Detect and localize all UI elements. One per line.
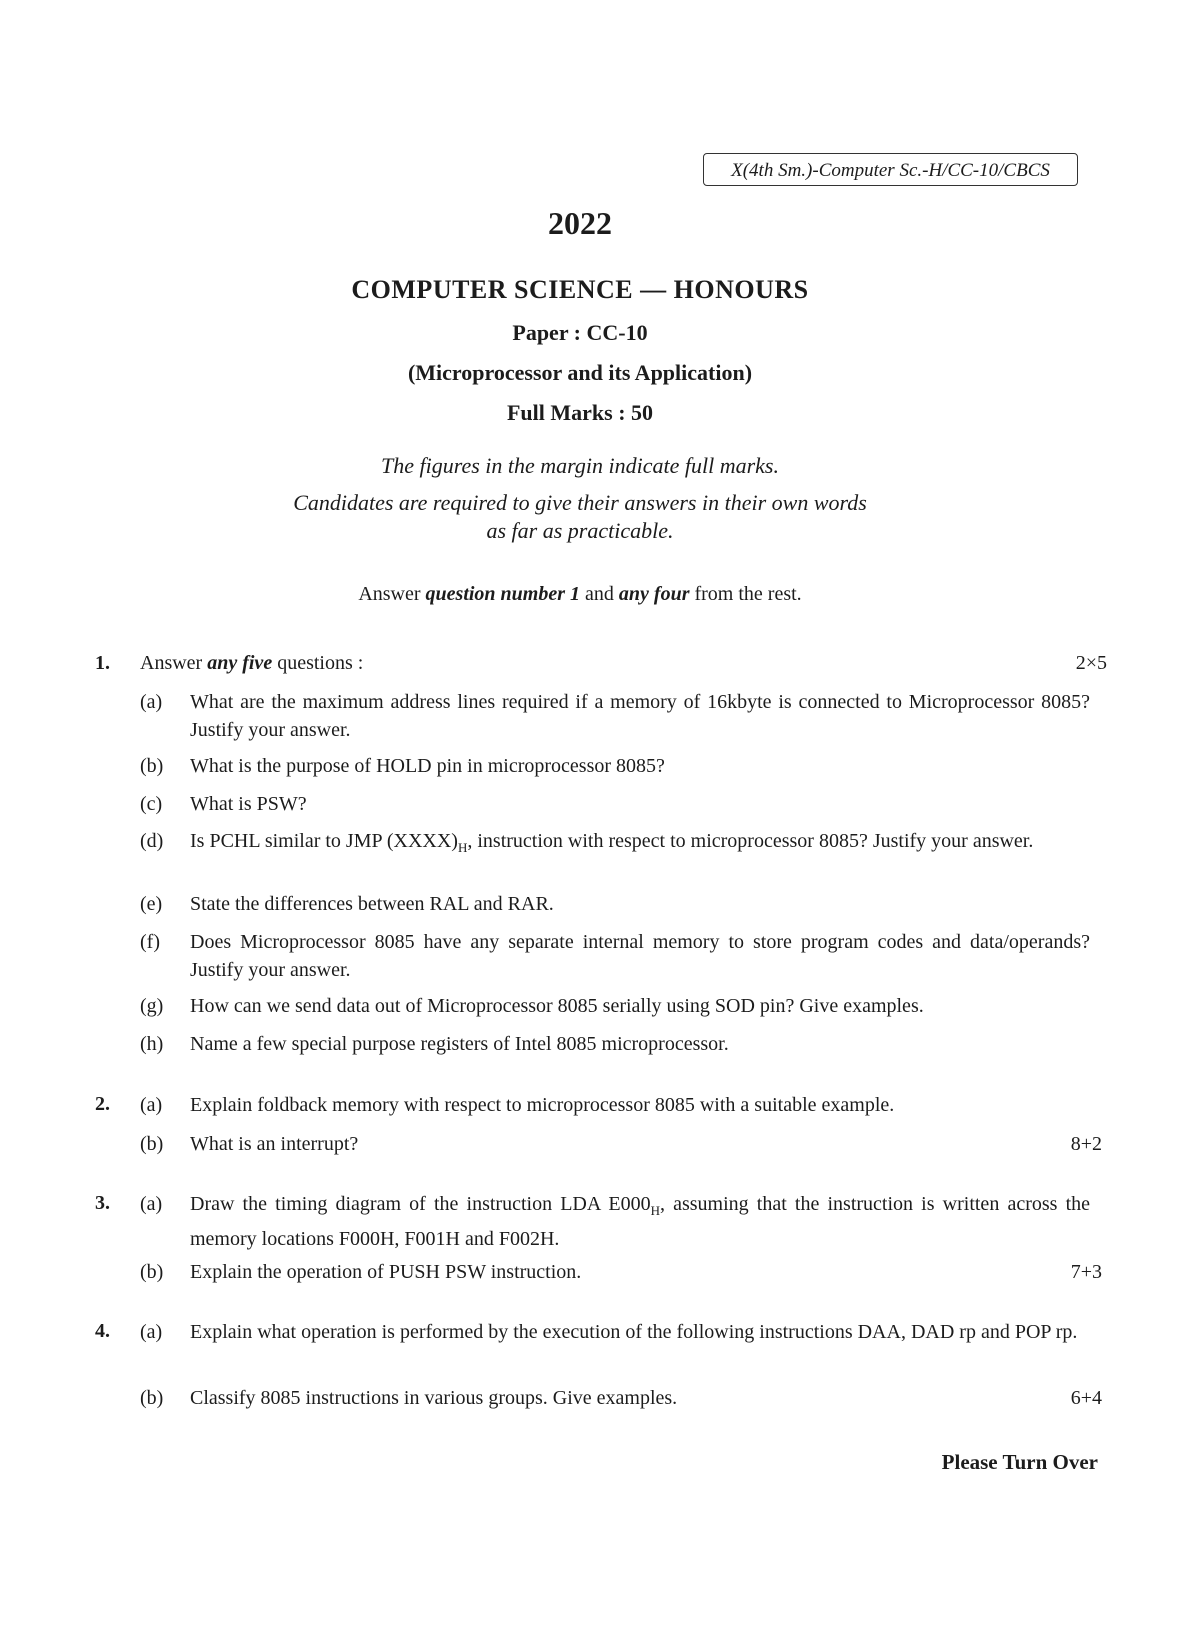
part-label: (d) [140,830,164,852]
exam-year: 2022 [548,205,612,241]
part-label: (e) [140,893,163,915]
part-label: (b) [140,1261,164,1283]
part-text [190,1190,1090,1253]
answer-emph-2: any four [618,583,690,605]
question-number: 1. [95,652,110,674]
part-text: Name a few special purpose registers of Intel 8085 microprocessor. [190,1033,729,1055]
part-label: (h) [140,1033,164,1055]
part-text: Explain the operation of PUSH PSW instruction. [190,1261,582,1283]
part-text: Classify 8085 instructions in various groups. Give examples. [190,1387,678,1409]
paper-code-box: X(4th Sm.)-Computer Sc.-H/CC-10/CBCS [703,153,1078,186]
part-text: Explain foldback memory with respect to microprocessor 8085 with a suitable example. [190,1094,895,1116]
subject-title: COMPUTER SCIENCE — HONOURS [351,275,809,304]
part-label: (g) [140,995,164,1017]
part-text-post: , instruction with respect to microprocessor 8085? Justify your answer. [467,830,1034,852]
part-text: Explain what operation is performed by the execution of the following instructions DAA, DAD rp and POP rp. [190,1321,1078,1343]
part-text: What is PSW? [190,793,307,815]
part-label: (c) [140,793,163,815]
part-text: How can we send data out of Microprocessor 8085 serially using SOD pin? Give examples. [190,995,924,1017]
part-label: (a) [140,1094,163,1116]
answer-emph-1: question number 1 [425,583,581,605]
q1-text-pre: Answer [140,652,203,674]
part-label: (b) [140,755,164,777]
answer-instruction [0,583,1160,606]
part-label: (b) [140,1387,164,1409]
part-text-post: , assuming that the instruction is written across the memory locations F000H, F001H and F002H. [190,1193,1091,1250]
part-text-pre: Is PCHL similar to JMP (XXXX) [190,830,458,852]
instruction-line-1: The figures in the margin indicate full marks. [380,453,779,478]
answer-mid: and [585,583,614,605]
question-marks: 2×5 [1075,652,1107,674]
question-marks: 6+4 [1070,1387,1102,1409]
part-text [190,827,1090,862]
part-text-pre: Draw the timing diagram of the instruction LDA E000 [190,1193,651,1215]
answer-pre: Answer [358,583,421,605]
paper-code: Paper : CC-10 [512,320,648,345]
question-marks: 7+3 [1070,1261,1102,1283]
part-label: (b) [140,1133,164,1155]
question-marks: 8+2 [1070,1133,1102,1155]
question-4-number: 4. [95,1320,110,1342]
answer-post: from the rest. [694,583,802,605]
q1-text-post: questions : [277,652,364,674]
subscript: H [457,840,468,855]
part-label: (f) [140,931,160,953]
q1-text-emph: any five [207,652,273,674]
part-text: What is the purpose of HOLD pin in microprocessor 8085? [190,755,665,777]
part-label: (a) [140,1193,163,1215]
subscript: H [650,1203,660,1218]
part-text: Does Microprocessor 8085 have any separate internal memory to store program codes and data/operands? Justify your answer. [190,931,1090,981]
instruction-line-3: as far as practicable. [486,518,674,543]
part-text: State the differences between RAL and RAR. [190,893,554,915]
question-text [140,652,363,675]
instruction-line-2: Candidates are required to give their answers in their own words [293,490,867,515]
part-text: What is an interrupt? [190,1133,359,1155]
question-3-number: 3. [95,1192,110,1214]
part-label: (a) [140,691,163,713]
paper-subtitle: (Microprocessor and its Application) [407,360,753,385]
question-2-number: 2. [95,1093,110,1115]
full-marks: Full Marks : 50 [506,400,654,425]
part-label: (a) [140,1321,163,1343]
please-turn-over: Please Turn Over [941,1450,1098,1474]
part-text: What are the maximum address lines required if a memory of 16kbyte is connected to Microprocessor 8085? Justify your answer. [190,691,1090,741]
